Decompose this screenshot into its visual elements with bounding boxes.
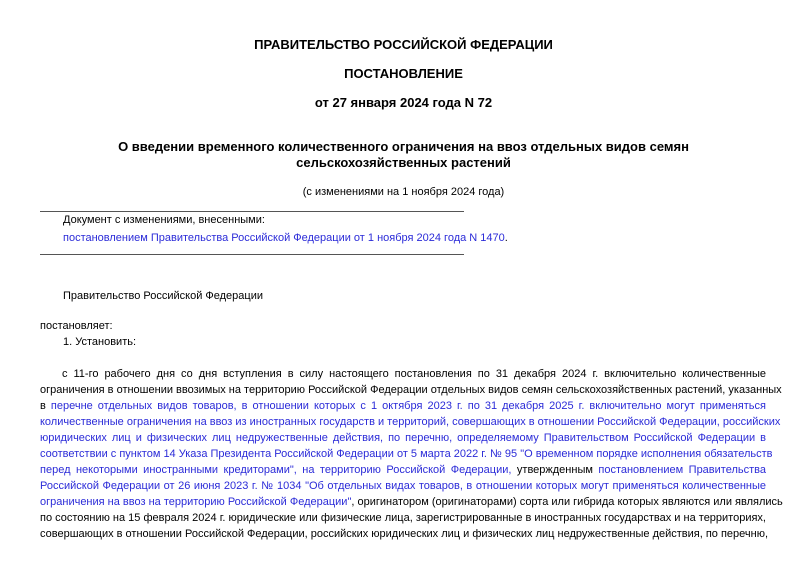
paragraph-line xyxy=(40,366,766,382)
reference-link[interactable]: постановлением Правительства xyxy=(598,464,766,476)
paragraph-line xyxy=(40,446,773,462)
paragraph-text: утвержденным xyxy=(511,464,599,476)
paragraph-text: в xyxy=(40,400,51,412)
reference-link[interactable]: количественные ограничения на ввоз из иностранных государств и территорий, совершающих в отношении Российской Федерации, российских xyxy=(40,416,781,428)
paragraph-text: , оригинатором (оригинаторами) сорта или гибрида которых являются или являлись xyxy=(351,496,783,508)
issuer-text: Правительство Российской Федерации xyxy=(63,290,263,302)
paragraph-line xyxy=(40,414,781,430)
paragraph-line xyxy=(40,462,766,478)
amendments-intro: Документ с изменениями, внесенными: xyxy=(63,214,265,226)
doc-type-heading: ПОСТАНОВЛЕНИЕ xyxy=(344,66,463,81)
paragraph-line xyxy=(40,430,766,446)
reference-link[interactable]: соответствии с пунктом 14 Указа Президента Российской Федерации от 5 марта 2022 г. № 95 "О временном порядке исполнения обязательств xyxy=(40,448,773,460)
document-title-line2: сельскохозяйственных растений xyxy=(296,155,511,170)
government-heading: ПРАВИТЕЛЬСТВО РОССИЙСКОЙ ФЕДЕРАЦИИ xyxy=(254,37,553,52)
paragraph-line xyxy=(40,382,782,398)
paragraph-line xyxy=(40,478,766,494)
divider-bottom xyxy=(40,254,464,255)
amendment-decree-link[interactable]: постановлением Правительства Российской Федерации от 1 ноября 2024 года N 1470 xyxy=(63,232,505,244)
paragraph-text: по состоянию на 15 февраля 2024 г. юридические или физические лица, зарегистрированные в иностранных государствах и на территориях, xyxy=(40,512,766,524)
paragraph-line xyxy=(40,398,766,414)
amendments-link-period: . xyxy=(504,232,508,244)
paragraph-text: ограничения в отношении ввозимых на территорию Российской Федерации отдельных видов семян сельскохозяйственных растений, указанных xyxy=(40,384,782,396)
paragraph-line xyxy=(40,510,766,526)
paragraph-text: совершающих в отношении Российской Федерации, российских юридических лиц и физических лиц недружественные действия, по перечню, xyxy=(40,528,769,540)
document-title-line1: О введении временного количественного ограничения на ввоз отдельных видов семян xyxy=(118,139,689,154)
reference-link[interactable]: перед некоторыми иностранными кредиторами", на территорию Российской Федерации, xyxy=(40,464,512,476)
reference-link[interactable]: перечне отдельных видов товаров, в отношении которых с 1 октября 2023 г. по 31 декабря 2025 г. включительно могут применяться xyxy=(50,400,766,412)
item-1-heading: 1. Установить: xyxy=(63,336,137,348)
amendments-link-line xyxy=(63,232,508,244)
paragraph-line xyxy=(40,526,769,542)
reference-link[interactable]: Российской Федерации от 26 июня 2023 г. № 1034 "Об отдельных видах товаров, в отношении которых могут применяться количественные xyxy=(40,480,766,492)
item-1-paragraph xyxy=(40,366,783,542)
divider-top xyxy=(40,211,464,212)
date-number-heading: от 27 января 2024 года N 72 xyxy=(314,95,493,110)
paragraph-text: с 11-го рабочего дня со дня вступления в силу настоящего постановления по 31 декабря 2024 г. включительно количественные xyxy=(62,368,766,380)
revision-note: (с изменениями на 1 ноября 2024 года) xyxy=(302,186,505,198)
paragraph-line xyxy=(40,494,783,510)
reference-link[interactable]: юридических лиц и физических лиц недружественные действия, по перечню, определяемому Правительством Российской Федерации в xyxy=(40,432,766,444)
reference-link[interactable]: ограничения на ввоз на территорию Российской Федерации" xyxy=(40,496,352,508)
decrees-text: постановляет: xyxy=(40,320,113,332)
